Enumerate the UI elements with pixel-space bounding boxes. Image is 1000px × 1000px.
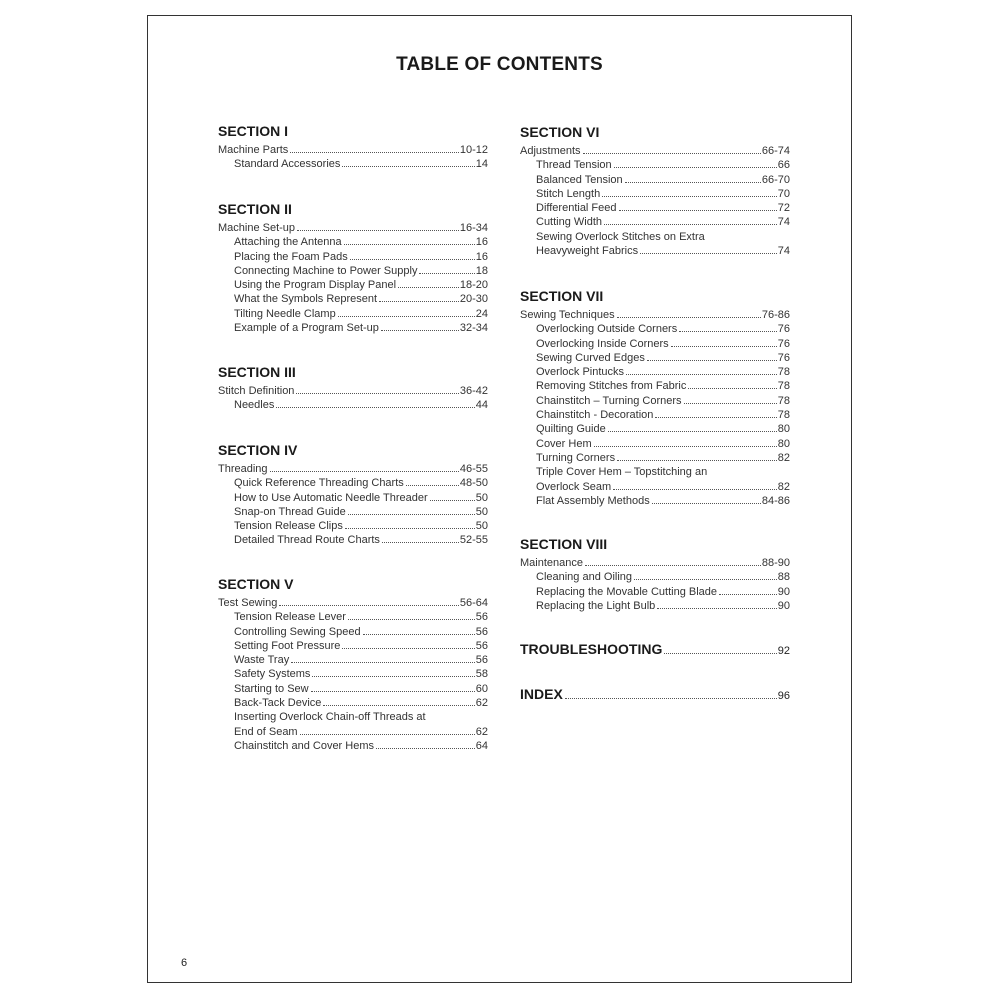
page-number: 76-86 [761,309,790,321]
leader-dots [270,470,459,472]
toc-entry [520,201,790,215]
leader-dots [679,330,777,332]
toc-entry [218,398,488,412]
page-number: 36-42 [459,385,488,397]
page-number: 58 [475,668,488,681]
page-number: 62 [475,697,488,710]
entry-label: Heavyweight Fabrics [536,245,639,258]
toc-entry [520,556,790,570]
entry-label: Cutting Width [536,216,603,229]
leader-dots [312,675,474,677]
page-number: 48-50 [459,477,488,490]
page-number: 18-20 [459,279,488,292]
leader-dots [419,272,474,274]
toc-entry [218,739,488,753]
page-number: 88 [777,571,790,584]
leader-dots [296,392,458,394]
page-number: 60 [475,682,488,695]
leader-dots [625,181,761,183]
page-number: 56 [475,639,488,652]
leader-dots [583,152,761,154]
page-number: 84-86 [761,494,790,507]
leader-dots [363,633,475,635]
page-number: 66-70 [761,173,790,186]
section-title: SECTION VIII [520,536,608,552]
entry-label: Chainstitch - Decoration [536,409,654,422]
section-8 [520,534,790,613]
page-number: 78 [777,366,790,379]
toc-entry [520,230,790,244]
leader-dots [338,315,475,317]
leader-dots [655,416,776,418]
page-number: 74 [777,216,790,229]
section-1 [218,121,488,172]
page-number: 16 [475,250,488,263]
leader-dots [719,593,777,595]
toc-entry [520,437,790,451]
entry-label: Safety Systems [234,668,311,681]
toc-entry [520,494,790,508]
page-title: TABLE OF CONTENTS [396,54,603,75]
entry-label: Chainstitch – Turning Corners [536,394,682,407]
entry-label: Quick Reference Threading Charts [234,477,404,490]
leader-dots [617,316,761,318]
entry-label: Cover Hem [536,437,592,450]
page-number: 64 [475,739,488,752]
toc-entry [218,235,488,249]
section-title: SECTION V [218,576,294,592]
entry-label: Quilting Guide [536,423,606,436]
entry-label: Tension Release Clips [234,520,343,533]
toc-entry [218,221,488,235]
leader-dots [688,387,776,389]
section-title: SECTION I [218,123,289,139]
entry-label: Attaching the Antenna [234,236,342,249]
page-number: 80 [777,423,790,436]
leader-dots [376,747,475,749]
leader-dots [652,502,761,504]
toc-entry [520,379,790,393]
entry-label: Sewing Overlock Stitches on Extra [536,230,705,243]
leader-dots [647,359,777,361]
leader-dots [617,459,777,461]
page-number: 50 [475,520,488,533]
leader-dots [664,652,776,654]
entry-label: Needles [234,399,275,412]
toc-entry [520,244,790,258]
page-number: 16-34 [459,222,488,234]
leader-dots [657,607,777,609]
page-number: 20-30 [459,293,488,306]
toc-entry [218,491,488,505]
toc-entry [218,625,488,639]
toc-entry [520,408,790,422]
page-number: 76 [777,351,790,364]
leader-dots [585,564,761,566]
page-number: 50 [475,491,488,504]
section-7 [520,286,790,508]
toc-entry [520,144,790,158]
toc-entry [520,422,790,436]
leader-dots [342,647,474,649]
leader-dots [345,527,475,529]
toc-entry [218,682,488,696]
page-number: 44 [475,399,488,412]
entry-label: Threading [218,463,268,475]
entry-label: Chainstitch and Cover Hems [234,739,375,752]
entry-label: Replacing the Light Bulb [536,599,656,612]
entry-label: Cleaning and Oiling [536,571,633,584]
toc-entry [218,639,488,653]
entry-label: Maintenance [520,557,583,569]
page-number: 78 [777,394,790,407]
toc-entry [520,570,790,584]
entry-label: Overlock Seam [536,480,612,493]
leader-dots [398,286,459,288]
entry-label: Balanced Tension [536,173,623,186]
page-number: 90 [777,585,790,598]
toc-entry [218,596,488,610]
section-6 [520,122,790,258]
entry-label: Placing the Foam Pads [234,250,348,263]
toc-entry [520,394,790,408]
page-number: 88-90 [761,557,790,569]
entry-label: Detailed Thread Route Charts [234,534,380,547]
page-number: 62 [475,725,488,738]
entry-label: How to Use Automatic Needle Threader [234,491,428,504]
page-number: 90 [777,599,790,612]
toc-entry [218,143,488,157]
toc-entry [520,308,790,322]
section-3 [218,362,488,413]
toc-entry [218,505,488,519]
page-number: 18 [475,264,488,277]
toc-entry [218,278,488,292]
leader-dots [619,209,777,211]
entry-label: Waste Tray [234,654,290,667]
leader-dots [604,223,777,225]
leader-dots [382,541,459,543]
toc-entry [520,173,790,187]
leader-dots [594,445,777,447]
toc-entry [218,667,488,681]
toc-entry [218,157,488,171]
page-number: 56 [475,625,488,638]
index-entry [520,686,790,702]
entry-label: Back-Tack Device [234,697,322,710]
entry-label: Overlocking Inside Corners [536,337,669,350]
leader-dots [671,345,777,347]
entry-label: Inserting Overlock Chain-off Threads at [234,711,426,724]
page-number: 32-34 [459,322,488,335]
page-number: 82 [777,480,790,493]
leader-dots [430,499,475,501]
section-title: SECTION VI [520,124,600,140]
page-number: 82 [777,451,790,464]
toc-entry [520,351,790,365]
entry-label: Thread Tension [536,159,612,172]
toc-entry [520,365,790,379]
toc-entry [218,476,488,490]
leader-dots [300,733,475,735]
entry-label: Example of a Program Set-up [234,322,379,335]
troubleshooting-title: TROUBLESHOOTING [520,641,663,657]
toc-entry [218,696,488,710]
index-title: INDEX [520,686,563,702]
entry-label: Flat Assembly Methods [536,494,650,507]
page-number: 24 [475,307,488,320]
toc-entry [520,337,790,351]
entry-label: Removing Stitches from Fabric [536,380,687,393]
leader-dots [381,329,459,331]
entry-label: Connecting Machine to Power Supply [234,264,418,277]
toc-entry [520,158,790,172]
page-number: 46-55 [459,463,488,475]
entry-label: Machine Set-up [218,222,296,234]
entry-label: Differential Feed [536,202,617,215]
leader-dots [602,195,777,197]
leader-dots [608,430,777,432]
leader-dots [613,488,777,490]
page-number: 52-55 [459,534,488,547]
page-number: 66 [777,159,790,172]
page-number: 66-74 [761,145,790,157]
entry-label: Setting Foot Pressure [234,639,341,652]
entry-label: Stitch Length [536,187,601,200]
entry-label: Triple Cover Hem – Topstitching an [536,466,708,479]
entry-label: Adjustments [520,145,581,157]
entry-label: Turning Corners [536,451,616,464]
toc-entry [218,264,488,278]
entry-label: Tension Release Lever [234,611,346,624]
page-number: 56 [475,611,488,624]
toc-entry [218,610,488,624]
toc-entry [520,322,790,336]
section-title: SECTION IV [218,442,298,458]
toc-entry [218,462,488,476]
entry-label: Snap-on Thread Guide [234,505,346,518]
page-number: 10-12 [459,144,488,156]
page-number: 70 [777,187,790,200]
toc-entry [218,321,488,335]
page-number: 76 [777,337,790,350]
toc-entry [520,599,790,613]
leader-dots [342,165,474,167]
entry-label: Starting to Sew [234,682,309,695]
section-2 [218,199,488,335]
leader-dots [640,252,777,254]
toc-entry [218,292,488,306]
toc-entry [218,519,488,533]
leader-dots [626,373,777,375]
leader-dots [406,484,459,486]
leader-dots [634,578,777,580]
entry-label: End of Seam [234,725,298,738]
leader-dots [614,166,777,168]
section-title: SECTION VII [520,288,604,304]
leader-dots [565,697,777,699]
page-number: 14 [475,158,488,171]
leader-dots [276,406,474,408]
leader-dots [279,604,459,606]
entry-label: Using the Program Display Panel [234,279,397,292]
page-number: 72 [777,202,790,215]
leader-dots [297,229,459,231]
entry-label: Sewing Techniques [520,309,615,321]
entry-label: Standard Accessories [234,158,341,171]
leader-dots [323,704,474,706]
leader-dots [348,513,475,515]
page-number: 96 [777,690,790,702]
section-title: SECTION II [218,201,292,217]
leader-dots [350,258,475,260]
leader-dots [684,402,777,404]
entry-label: Overlocking Outside Corners [536,323,678,336]
page-number: 56 [475,654,488,667]
leader-dots [311,690,475,692]
leader-dots [348,618,475,620]
page-number: 16 [475,236,488,249]
footer-page-number: 6 [181,957,188,969]
toc-entry [520,480,790,494]
section-5 [218,574,488,753]
leader-dots [379,300,459,302]
entry-label: Replacing the Movable Cutting Blade [536,585,718,598]
page-number: 50 [475,505,488,518]
toc-entry [520,451,790,465]
leader-dots [290,151,459,153]
entry-label: Overlock Pintucks [536,366,625,379]
leader-dots [291,661,475,663]
toc-entry [218,250,488,264]
entry-label: Test Sewing [218,597,278,609]
toc-entry [218,307,488,321]
toc-entry [520,585,790,599]
entry-label: Sewing Curved Edges [536,351,645,364]
toc-entry [520,187,790,201]
toc-entry [218,653,488,667]
entry-label: What the Symbols Represent [234,293,378,306]
toc-entry [520,465,790,479]
leader-dots [344,243,475,245]
toc-entry [218,710,488,724]
document-page [147,15,852,983]
page-number: 74 [777,245,790,258]
page-number: 92 [777,645,790,657]
toc-entry [218,384,488,398]
entry-label: Tilting Needle Clamp [234,307,336,320]
page-number: 76 [777,323,790,336]
page-number: 78 [777,380,790,393]
section-4 [218,440,488,548]
toc-entry [218,533,488,547]
entry-label: Controlling Sewing Speed [234,625,361,638]
entry-label: Stitch Definition [218,385,295,397]
toc-entry [218,725,488,739]
page-number: 80 [777,437,790,450]
page-number: 56-64 [459,597,488,609]
section-title: SECTION III [218,364,296,380]
troubleshooting-entry [520,641,790,657]
page-number: 78 [777,409,790,422]
entry-label: Machine Parts [218,144,289,156]
toc-entry [520,215,790,229]
